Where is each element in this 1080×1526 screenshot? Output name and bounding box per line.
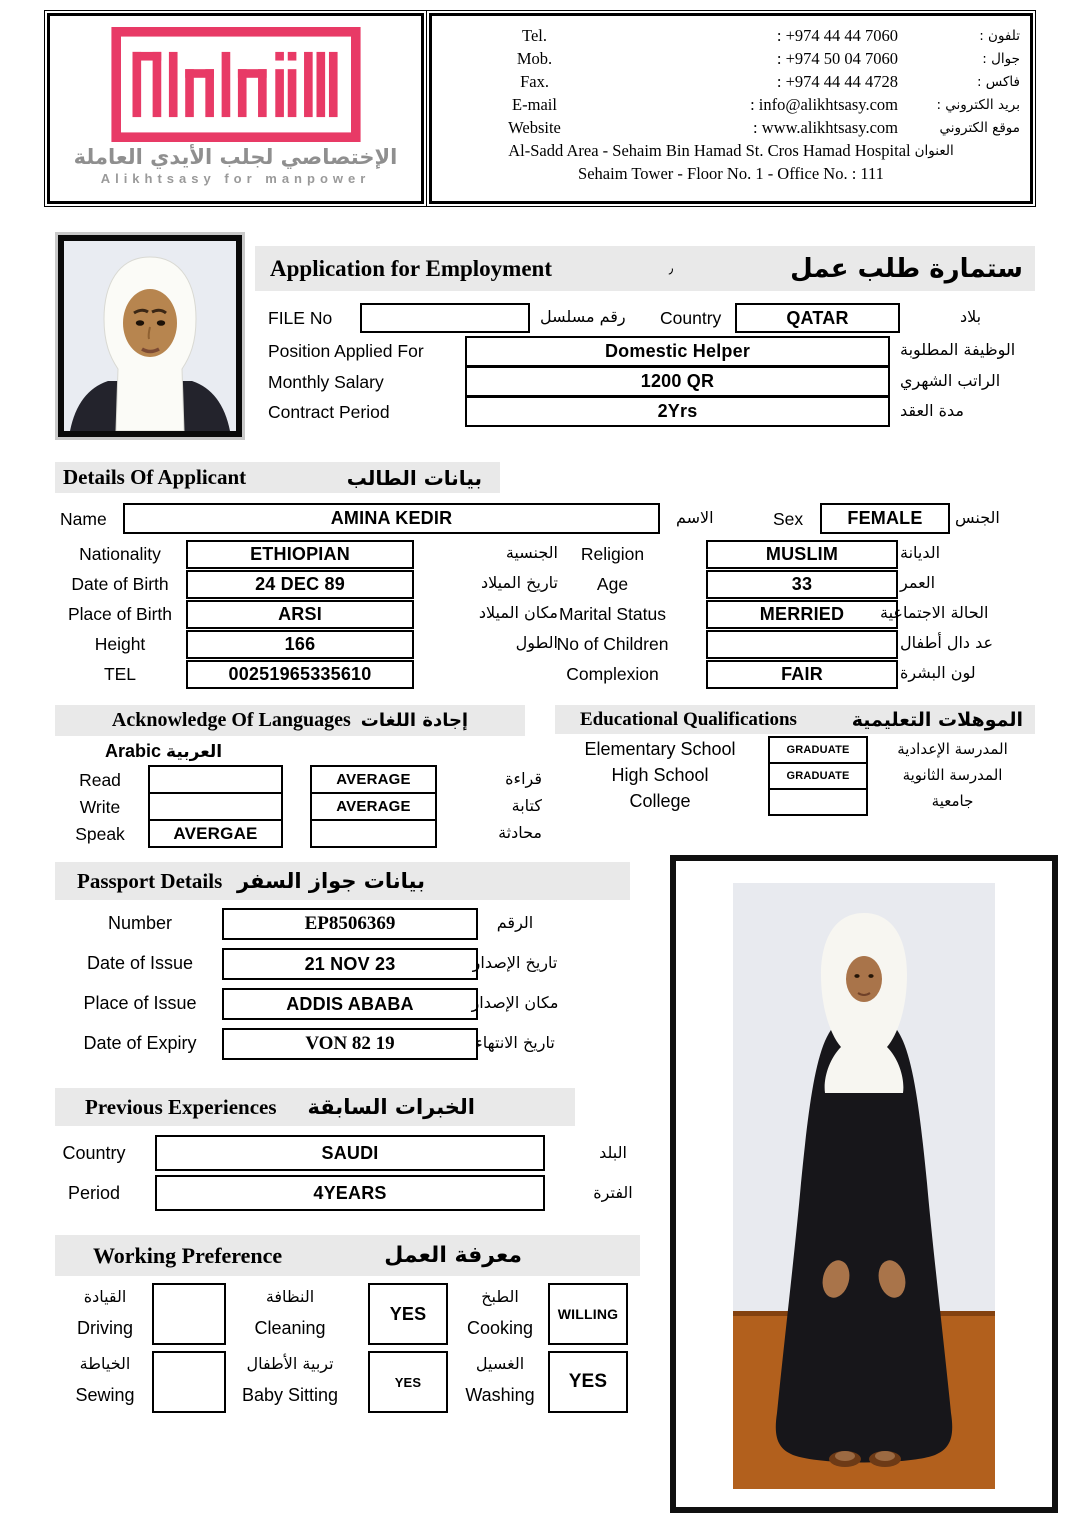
field-value: ADDIS ABABA [286, 993, 414, 1014]
passport-expiry-field [222, 1028, 478, 1060]
kufic-calligraphy-logo [111, 27, 361, 142]
name-label: Name [60, 509, 107, 529]
application-title-ar: ستمارة طلب عمل [790, 253, 1023, 284]
exp-country-field [155, 1135, 545, 1171]
field-value: YES [394, 1374, 422, 1390]
contact-address-line2 [442, 162, 1020, 185]
preference-section-bar [55, 1235, 640, 1276]
salary-label-ar: الراتب الشهري [900, 371, 1001, 390]
field-label-ar: تاريخ الميلاد [481, 573, 558, 592]
position-label: Position Applied For [268, 341, 424, 361]
header-contact-panel [429, 13, 1033, 204]
marital-status-field [706, 600, 898, 629]
field-value: 166 [284, 634, 316, 654]
languages-section-bar [55, 705, 525, 736]
exp-period-label: Period [67, 1183, 121, 1203]
contact-label-en: Website [508, 117, 561, 137]
age-field [706, 570, 898, 599]
address-text: Sehaim Tower - Floor No. 1 - Office No. : 111 [578, 163, 884, 183]
passport-issue-date-field [222, 948, 478, 980]
passport-field-label: Number [107, 913, 173, 933]
country-field [735, 303, 900, 333]
field-label: No of Children [556, 634, 669, 654]
address-text: Al-Sadd Area - Sehaim Bin Hamad St. Cros Hamad Hospital [508, 140, 911, 160]
field-value: MERRIED [759, 604, 845, 624]
contract-label-ar: مدة العقد [900, 401, 964, 420]
contact-value: : www.alikhtsasy.com [753, 117, 898, 137]
applicant-title-ar: بيانات الطالب [346, 465, 482, 490]
position-field [465, 336, 890, 367]
field-value: WILLING [557, 1306, 619, 1322]
pref-label-en: Washing [465, 1385, 535, 1405]
brand-name-arabic: الإختصاصي لجلب الأيدي العاملة [73, 145, 398, 169]
field-label-ar: العمر [900, 573, 936, 592]
edu-college-field [768, 788, 868, 816]
field-value: AVERAGE [336, 798, 411, 815]
applicant-portrait-photo [55, 232, 245, 440]
lang-speak-box2 [310, 819, 437, 848]
lang-skill-label: Read [79, 770, 121, 790]
language-name [105, 741, 222, 762]
field-label-ar: الحالة الاجتماعية [880, 603, 989, 622]
contact-value: : +974 50 04 7060 [776, 48, 898, 68]
contact-label-en: E-mail [512, 94, 557, 114]
contract-field [465, 396, 890, 427]
applicant-full-body-photo [670, 855, 1058, 1513]
field-value: GRADUATE [786, 744, 850, 756]
passport-title-ar: بيانات جواز السفر [236, 869, 425, 893]
field-label: Height [94, 634, 146, 654]
field-value: MUSLIM [765, 544, 839, 564]
exp-country-label: Country [62, 1143, 126, 1163]
lang-skill-label-ar: محادثة [498, 823, 542, 842]
pref-cleaning-box [368, 1283, 448, 1345]
field-label: Complexion [566, 664, 659, 684]
tel-field [186, 660, 414, 689]
field-value: YES [389, 1303, 427, 1324]
country-label-ar: بلاد [960, 307, 982, 326]
contact-label-ar: فاكس : [976, 73, 1020, 90]
edu-elementary-field [768, 736, 868, 764]
exp-period-field [155, 1175, 545, 1211]
lang-read-box2 [310, 765, 437, 794]
children-field [706, 630, 898, 659]
passport-field-label: Place of Issue [83, 993, 197, 1013]
passport-title-en: Passport Details [77, 868, 223, 893]
contact-label-ar: تلفون : [979, 27, 1020, 44]
field-label: Date of Birth [71, 574, 169, 594]
field-value: 24 DEC 89 [255, 574, 345, 594]
lang-write-box1 [148, 792, 283, 821]
position-label-ar: الوظيفة المطلوبة [900, 340, 1016, 359]
nationality-field [186, 540, 414, 569]
religion-field [706, 540, 898, 569]
pref-label-en: Cleaning [254, 1318, 326, 1338]
pref-label-en: Cooking [466, 1318, 534, 1338]
field-value: VON 82 19 [305, 1033, 395, 1054]
salary-value: 1200 QR [640, 371, 715, 391]
lang-speak-box1 [148, 819, 283, 848]
experience-title-ar: الخبرات السابقة [307, 1095, 475, 1119]
contact-label-ar: بريد الكتروني : [936, 96, 1020, 113]
field-label-ar: الجنسية [505, 543, 558, 562]
field-value: YES [568, 1371, 608, 1392]
pref-label-ar: تربية الأطفال [246, 1354, 334, 1373]
pref-label-ar: القيادة [83, 1287, 127, 1306]
contact-value: : +974 44 44 7060 [776, 25, 898, 45]
languages-title-en: Acknowledge Of Languages [111, 709, 351, 731]
field-value: FAIR [781, 664, 823, 684]
field-value: ETHIOPIAN [250, 544, 350, 564]
brand-name-english: Alikhtsasy for manpower [100, 171, 371, 186]
field-label-ar: مكان الميلاد [478, 603, 558, 622]
field-value: EP8506369 [304, 913, 396, 934]
experience-section-bar [55, 1088, 575, 1126]
salary-label: Monthly Salary [268, 372, 384, 392]
field-label-ar: الطول [515, 633, 558, 652]
experience-title-en: Previous Experiences [85, 1094, 277, 1119]
file-no-label: FILE No [268, 308, 333, 328]
passport-issue-place-field [222, 988, 478, 1020]
education-title-en: Educational Qualifications [580, 708, 797, 730]
country-label: Country [660, 308, 722, 328]
pref-label-ar: الطبخ [481, 1287, 519, 1306]
sex-label: Sex [773, 509, 804, 529]
place-of-birth-field [186, 600, 414, 629]
applicant-title-en: Details Of Applicant [63, 465, 247, 489]
field-label-ar: الديانة [900, 543, 941, 562]
pref-sewing-box [152, 1351, 226, 1413]
name-field [123, 503, 660, 534]
edu-level-label-ar: المدرسة الثانوية [902, 766, 1003, 784]
contact-label-ar: جوال : [982, 50, 1020, 67]
edu-level-label: College [629, 791, 691, 811]
name-value: AMINA KEDIR [330, 508, 453, 528]
pref-washing-box [548, 1351, 628, 1413]
field-label: Place of Birth [67, 604, 173, 624]
contract-value: 2Yrs [657, 401, 698, 421]
contact-label-en: Mob. [516, 48, 553, 68]
edu-level-label-ar: جامعية [931, 792, 974, 810]
field-label: Religion [580, 544, 645, 564]
contact-label-ar: موقع الكتروني [939, 119, 1020, 136]
pref-label-en: Driving [76, 1318, 133, 1338]
position-value: Domestic Helper [604, 341, 751, 361]
preference-title-en: Working Preference [93, 1242, 283, 1268]
field-label: TEL [103, 664, 137, 684]
education-section-bar [555, 705, 1035, 734]
file-no-field [360, 303, 530, 333]
pref-cooking-box [548, 1283, 628, 1345]
exp-country-label-ar: البلد [599, 1143, 627, 1162]
passport-field-label: Date of Issue [86, 953, 194, 973]
edu-level-label: Elementary School [584, 739, 736, 759]
education-title-ar: الموهلات التعليمية [851, 708, 1023, 731]
field-value: GRADUATE [786, 770, 850, 782]
field-value: 4YEARS [313, 1182, 387, 1203]
date-of-birth-field [186, 570, 414, 599]
contact-value: : info@alikhtsasy.com [750, 94, 898, 114]
edu-highschool-field [768, 762, 868, 790]
contract-label: Contract Period [268, 402, 390, 422]
language-name-en: Arabic [105, 741, 162, 761]
file-no-label-ar: رقم مسلسل [540, 307, 626, 326]
passport-field-label: Date of Expiry [83, 1033, 197, 1053]
contact-address-line1 [442, 139, 1020, 162]
application-title-bar [255, 246, 1035, 291]
language-name-ar: العربية [166, 742, 223, 762]
contact-row-email [442, 93, 1020, 116]
field-value: ARSI [278, 604, 322, 624]
contact-row-website [442, 116, 1020, 139]
contact-value: : +974 44 44 4728 [776, 71, 898, 91]
field-value: 00251965335610 [228, 664, 372, 684]
contact-label-en: Fax. [520, 71, 549, 91]
contact-row-fax [442, 70, 1020, 93]
lang-write-box2 [310, 792, 437, 821]
height-field [186, 630, 414, 659]
salary-field [465, 366, 890, 397]
lang-skill-label: Speak [75, 824, 125, 844]
pref-label-ar: الخياطة [79, 1354, 131, 1373]
field-label: Marital Status [559, 604, 666, 624]
contact-row-mob [442, 47, 1020, 70]
field-value: AVERAGE [336, 771, 411, 788]
passport-field-label-ar: تاريخ الانتهاء [475, 1033, 555, 1052]
edu-level-label-ar: المدرسة الإعدادية [897, 740, 1008, 758]
passport-field-label-ar: الرقم [496, 913, 534, 932]
passport-number-field [222, 908, 478, 940]
field-label-ar: عد دال أطفال [900, 633, 994, 652]
pref-label-ar: النظافة [265, 1287, 315, 1306]
pref-driving-box [152, 1283, 226, 1345]
country-value: QATAR [786, 307, 849, 328]
header-logo-panel [47, 13, 424, 204]
field-value: 21 NOV 23 [304, 953, 396, 974]
title-mark: ٫ [668, 260, 674, 276]
edu-level-label: High School [611, 765, 709, 785]
sex-value: FEMALE [847, 508, 923, 528]
languages-title-ar: إجادة اللغات [360, 710, 469, 731]
lang-skill-label-ar: قراءة [505, 769, 542, 788]
passport-field-label-ar: تاريخ الإصدار [472, 953, 558, 972]
field-label: Age [596, 574, 629, 594]
contact-row-tel [442, 24, 1020, 47]
field-label: Nationality [79, 544, 161, 564]
complexion-field [706, 660, 898, 689]
pref-label-en: Baby Sitting [241, 1385, 339, 1405]
lang-skill-label: Write [79, 797, 121, 817]
preference-title-ar: معرفة العمل [384, 1243, 522, 1268]
sex-field [820, 503, 950, 534]
contact-label-en: Tel. [522, 25, 547, 45]
field-value: SAUDI [321, 1142, 379, 1163]
pref-label-ar: الغسيل [475, 1354, 525, 1373]
lang-read-box1 [148, 765, 283, 794]
field-value: 33 [791, 574, 813, 594]
name-label-ar: الاسم [676, 508, 714, 527]
pref-babysitting-box [368, 1351, 448, 1413]
field-value: AVERGAE [173, 823, 258, 843]
sex-label-ar: الجنس [955, 508, 1000, 527]
passport-field-label-ar: مكان الإصدار [471, 993, 559, 1012]
address-label-ar: العنوان [914, 142, 954, 159]
lang-skill-label-ar: كتابة [511, 796, 542, 815]
passport-section-bar [55, 862, 630, 900]
application-title-en: Application for Employment [270, 255, 552, 281]
exp-period-label-ar: الفترة [593, 1183, 633, 1202]
pref-label-en: Sewing [75, 1385, 135, 1405]
field-label-ar: لون البشرة [900, 663, 976, 682]
applicant-section-bar [55, 462, 500, 493]
